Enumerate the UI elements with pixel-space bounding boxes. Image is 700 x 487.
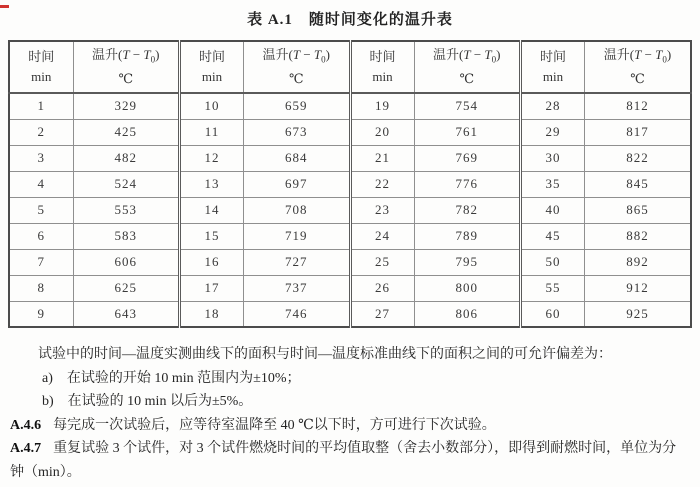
rise-header: 温升$(T - T_0)$ ℃ — [585, 41, 692, 93]
table-row — [9, 197, 691, 223]
time-cell: 4 — [9, 171, 73, 197]
rise-header: 温升$(T - T_0)$ ℃ — [414, 41, 521, 93]
time-cell: 6 — [9, 223, 73, 249]
clause-a46-text: 每完成一次试验后，应等待室温降至 40 ℃以下时，方可进行下次试验。 — [53, 417, 496, 433]
rise-cell: 746 — [244, 301, 351, 327]
rise-cell: 719 — [244, 223, 351, 249]
rise-cell: 925 — [585, 301, 692, 327]
tolerance-item-b — [10, 390, 690, 414]
red-mark — [0, 5, 9, 8]
tolerance-item-a — [10, 367, 690, 391]
time-cell: 13 — [180, 171, 244, 197]
notes-section — [10, 343, 690, 484]
time-cell: 60 — [521, 301, 585, 327]
table-row — [9, 301, 691, 327]
rise-cell: 800 — [414, 275, 521, 301]
rise-cell: 812 — [585, 93, 692, 119]
clause-a46-label: A.4.6 — [10, 417, 42, 433]
table-row — [9, 119, 691, 145]
time-cell: 16 — [180, 249, 244, 275]
rise-cell: 776 — [414, 171, 521, 197]
clause-a47-text: 重复试验 3 个试件，对 3 个试件燃烧时间的平均值取整（舍去小数部分），即得到耐燃时间，单位为分钟（min）。 — [10, 441, 677, 480]
rise-cell: 482 — [73, 145, 180, 171]
table-header — [9, 41, 691, 93]
table-body — [9, 93, 691, 327]
table-row — [9, 223, 691, 249]
clause-a46 — [10, 414, 690, 438]
rise-cell: 882 — [585, 223, 692, 249]
time-header: 时间 min — [180, 41, 244, 93]
time-cell: 20 — [350, 119, 414, 145]
item-b-label: b) — [42, 394, 54, 409]
time-cell: 27 — [350, 301, 414, 327]
time-cell: 3 — [9, 145, 73, 171]
time-cell: 26 — [350, 275, 414, 301]
rise-cell: 329 — [73, 93, 180, 119]
time-cell: 29 — [521, 119, 585, 145]
time-cell: 15 — [180, 223, 244, 249]
rise-cell: 684 — [244, 145, 351, 171]
item-a-label: a) — [42, 370, 53, 386]
time-cell: 10 — [180, 93, 244, 119]
time-cell: 28 — [521, 93, 585, 119]
time-cell: 1 — [9, 93, 73, 119]
rise-header: 温升$(T - T_0)$ ℃ — [244, 41, 351, 93]
clause-a47 — [10, 437, 690, 484]
item-a-text: 在试验的开始 10 min 范围内为±10%； — [66, 370, 301, 386]
rise-cell: 769 — [414, 145, 521, 171]
rise-header: 温升$(T - T_0)$ ℃ — [73, 41, 180, 93]
time-cell: 8 — [9, 275, 73, 301]
rise-cell: 524 — [73, 171, 180, 197]
time-cell: 45 — [521, 223, 585, 249]
time-cell: 11 — [180, 119, 244, 145]
table-row — [9, 145, 691, 171]
rise-cell: 606 — [73, 249, 180, 275]
time-cell: 25 — [350, 249, 414, 275]
rise-cell: 912 — [585, 275, 692, 301]
table-title: 表 A.1 随时间变化的温升表 — [247, 12, 453, 28]
rise-cell: 673 — [244, 119, 351, 145]
rise-cell: 806 — [414, 301, 521, 327]
time-cell: 35 — [521, 171, 585, 197]
tolerance-intro: 试验中的时间—温度实测曲线下的面积与时间—温度标准曲线下的面积之间的可允许偏差为： — [38, 347, 612, 362]
table-row — [9, 275, 691, 301]
temperature-rise-table — [8, 40, 692, 328]
time-cell: 40 — [521, 197, 585, 223]
item-b-text: 在试验的 10 min 以后为±5%。 — [67, 394, 253, 409]
time-cell: 21 — [350, 145, 414, 171]
rise-cell: 761 — [414, 119, 521, 145]
rise-cell: 583 — [73, 223, 180, 249]
rise-cell: 817 — [585, 119, 692, 145]
rise-cell: 892 — [585, 249, 692, 275]
time-cell: 24 — [350, 223, 414, 249]
time-cell: 18 — [180, 301, 244, 327]
time-cell: 55 — [521, 275, 585, 301]
clause-a47-label: A.4.7 — [10, 441, 42, 456]
rise-cell: 737 — [244, 275, 351, 301]
table-row — [9, 171, 691, 197]
rise-cell: 727 — [244, 249, 351, 275]
rise-cell: 865 — [585, 197, 692, 223]
rise-cell: 822 — [585, 145, 692, 171]
rise-cell: 782 — [414, 197, 521, 223]
time-header: 时间 min — [9, 41, 73, 93]
time-cell: 50 — [521, 249, 585, 275]
time-cell: 30 — [521, 145, 585, 171]
time-cell: 5 — [9, 197, 73, 223]
rise-cell: 845 — [585, 171, 692, 197]
time-cell: 7 — [9, 249, 73, 275]
time-cell: 19 — [350, 93, 414, 119]
time-cell: 17 — [180, 275, 244, 301]
table-row — [9, 93, 691, 119]
time-header: 时间 min — [350, 41, 414, 93]
rise-cell: 708 — [244, 197, 351, 223]
rise-cell: 553 — [73, 197, 180, 223]
time-cell: 2 — [9, 119, 73, 145]
rise-cell: 643 — [73, 301, 180, 327]
time-cell: 14 — [180, 197, 244, 223]
rise-cell: 795 — [414, 249, 521, 275]
time-header: 时间 min — [521, 41, 585, 93]
rise-cell: 697 — [244, 171, 351, 197]
rise-cell: 754 — [414, 93, 521, 119]
time-cell: 23 — [350, 197, 414, 223]
time-cell: 9 — [9, 301, 73, 327]
rise-cell: 425 — [73, 119, 180, 145]
rise-cell: 789 — [414, 223, 521, 249]
table-row — [9, 249, 691, 275]
time-cell: 22 — [350, 171, 414, 197]
time-cell: 12 — [180, 145, 244, 171]
rise-cell: 625 — [73, 275, 180, 301]
rise-cell: 659 — [244, 93, 351, 119]
